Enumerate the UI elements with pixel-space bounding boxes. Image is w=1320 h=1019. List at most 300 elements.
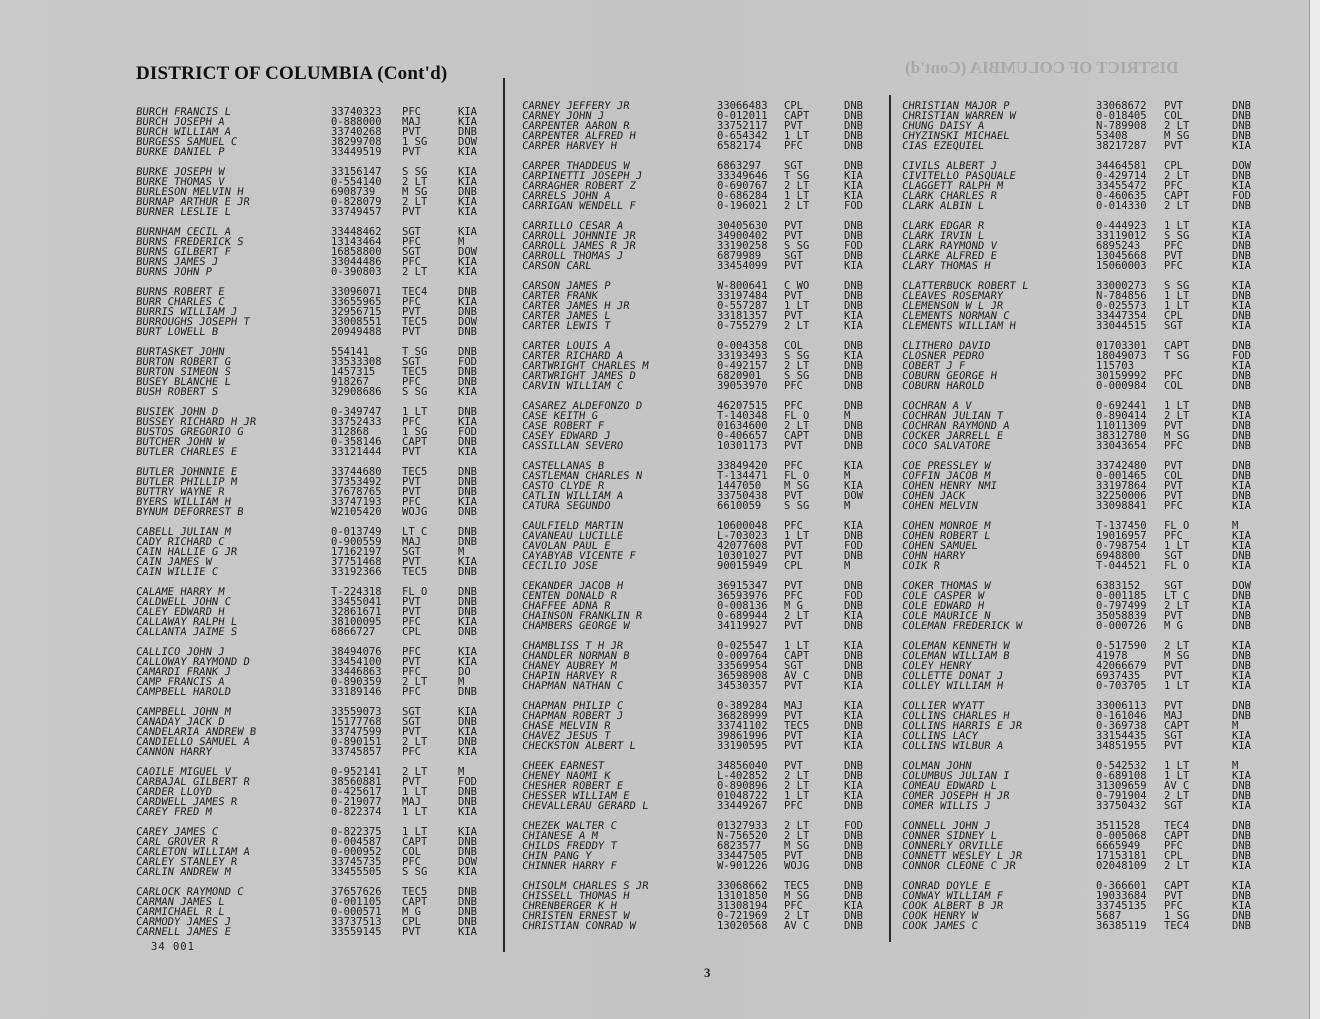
serial-number: 10600048	[717, 520, 768, 532]
status-code: DNB	[1232, 820, 1251, 832]
serial-number: 6866727	[331, 626, 376, 638]
rank: TEC5	[784, 720, 810, 732]
bleed-through-title: DISTRICT OF COLUMBIA (Cont'd)	[905, 58, 1179, 77]
status-code: DNB	[844, 760, 863, 772]
status-code: DNB	[458, 306, 477, 318]
soldier-name: CAOILE MIGUEL V	[135, 766, 232, 778]
rank: PVT	[784, 710, 803, 722]
soldier-name: CLEAVES ROSEMARY	[901, 290, 1004, 302]
status-code: DNB	[458, 536, 477, 548]
soldier-name: COLE CASPER W	[901, 590, 986, 602]
rank: PFC	[1164, 440, 1183, 452]
serial-number: 38217287	[1096, 140, 1147, 152]
serial-number: 15060003	[1096, 260, 1147, 272]
status-code: DNB	[1232, 590, 1251, 602]
serial-number: 6582174	[717, 140, 762, 152]
soldier-name: CHEEK EARNEST	[521, 760, 606, 772]
status-code: KIA	[844, 260, 863, 272]
status-code: DNB	[844, 440, 863, 452]
rank: 1 LT	[402, 406, 428, 418]
serial-number: 46207515	[717, 400, 768, 412]
soldier-name: CALAME HARRY M	[135, 586, 226, 598]
soldier-name: BURCH WILLIAM A	[135, 126, 232, 138]
status-code: DNB	[458, 406, 477, 418]
soldier-name: COHEN SAMUEL	[901, 540, 979, 552]
serial-number: 0-822375	[331, 826, 382, 838]
serial-number: 33193493	[717, 350, 768, 362]
status-code: DOW	[458, 856, 477, 868]
rank: COL	[1164, 380, 1183, 392]
serial-number: T-044521	[1096, 560, 1147, 572]
serial-number: 39053970	[717, 380, 768, 392]
rank: PVT	[402, 606, 421, 618]
soldier-name: CAVANEAU LUCILLE	[521, 530, 624, 542]
serial-number: 15177768	[331, 716, 382, 728]
soldier-name: COLUMBUS JULIAN I	[901, 770, 1011, 782]
rank: PFC	[784, 590, 803, 602]
serial-number: 33154435	[1096, 730, 1147, 742]
status-code: KIA	[844, 610, 863, 622]
rank: PFC	[402, 856, 421, 868]
rank: 2 LT	[784, 320, 810, 332]
serial-number: 6610059	[717, 500, 762, 512]
soldier-name: COLEMAN FREDERICK W	[901, 620, 1023, 632]
rank: PVT	[402, 146, 421, 158]
soldier-name: CARLOCK RAYMOND C	[135, 886, 245, 898]
serial-number: 36915347	[717, 580, 768, 592]
status-code: DNB	[844, 770, 863, 782]
serial-number: 42077608	[717, 540, 768, 552]
soldier-name: CHILDS FREDDY T	[521, 840, 618, 852]
soldier-name: CARDER LLOYD	[135, 786, 213, 798]
soldier-name: CASTO CLYDE R	[521, 480, 606, 492]
rank: 2 LT	[402, 736, 428, 748]
serial-number: 32956715	[331, 306, 382, 318]
rank: PFC	[402, 296, 421, 308]
status-code: KIA	[1232, 280, 1251, 292]
rank: PFC	[784, 380, 803, 392]
rank: 2 LT	[784, 770, 810, 782]
rank: FL O	[784, 470, 810, 482]
rank: 2 LT	[1164, 200, 1190, 212]
rank: PFC	[402, 376, 421, 388]
serial-number: 33737513	[331, 916, 382, 928]
serial-number: 33449267	[717, 800, 768, 812]
soldier-name: BUSH ROBERT S	[135, 386, 220, 398]
soldier-name: CONNETT WESLEY L JR	[901, 850, 1023, 862]
rank: SGT	[784, 250, 803, 262]
status-code: KIA	[1232, 300, 1251, 312]
serial-number: 33008551	[331, 316, 382, 328]
status-code: DNB	[458, 906, 477, 918]
soldier-name: COLE MAURICE N	[901, 610, 992, 622]
rank: SGT	[402, 716, 421, 728]
serial-number: 0-369738	[1096, 720, 1147, 732]
serial-number: 0-425617	[331, 786, 382, 798]
soldier-name: CARPENTER ALFRED H	[521, 130, 637, 142]
serial-number: 33189146	[331, 686, 382, 698]
rank: PFC	[784, 800, 803, 812]
status-code: KIA	[458, 256, 477, 268]
serial-number: 1457315	[331, 366, 376, 378]
rank: PFC	[1164, 500, 1183, 512]
soldier-name: COCHRAN RAYMOND A	[901, 420, 1011, 432]
status-code: KIA	[844, 520, 863, 532]
serial-number: 3511528	[1096, 820, 1141, 832]
serial-number: 33446863	[331, 666, 382, 678]
serial-number: 6948800	[1096, 550, 1141, 562]
rank: PVT	[402, 206, 421, 218]
serial-number: 33745735	[331, 856, 382, 868]
status-code: DNB	[1232, 710, 1251, 722]
rank: TEC5	[402, 566, 428, 578]
rank: 2 LT	[784, 820, 810, 832]
status-code: KIA	[844, 700, 863, 712]
soldier-name: CARVIN WILLIAM C	[521, 380, 624, 392]
serial-number: 554141	[331, 346, 369, 358]
status-code: DNB	[844, 280, 863, 292]
serial-number: 13101850	[717, 890, 768, 902]
soldier-name: COMER WILLIS J	[901, 800, 992, 812]
status-code: KIA	[458, 706, 477, 718]
status-code: DNB	[458, 596, 477, 608]
status-code: KIA	[844, 900, 863, 912]
serial-number: 6937435	[1096, 670, 1141, 682]
status-code: KIA	[1232, 670, 1251, 682]
soldier-name: CARTWRIGHT JAMES D	[521, 370, 637, 382]
status-code: DNB	[458, 476, 477, 488]
status-code: DNB	[458, 346, 477, 358]
serial-number: 33068672	[1096, 100, 1147, 112]
serial-number: 33449519	[331, 146, 382, 158]
status-code: KIA	[458, 206, 477, 218]
serial-number: 33741102	[717, 720, 768, 732]
serial-number: 16858800	[331, 246, 382, 258]
serial-number: 0-219077	[331, 796, 382, 808]
soldier-name: COLLINS CHARLES H	[901, 710, 1011, 722]
soldier-name: CHANEY AUBREY M	[521, 660, 618, 672]
soldier-name: CALDWELL JOHN C	[135, 596, 232, 608]
status-code: DNB	[458, 736, 477, 748]
status-code: KIA	[1232, 560, 1251, 572]
soldier-name: CHAPMAN NATHAN C	[521, 680, 624, 692]
status-code: DNB	[1232, 440, 1251, 452]
soldier-name: CLEMENTS WILLIAM H	[901, 320, 1017, 332]
rank: TEC4	[1164, 920, 1190, 932]
rank: CAPT	[1164, 880, 1190, 892]
rank: PVT	[784, 580, 803, 592]
serial-number: 38560881	[331, 776, 382, 788]
soldier-name: CARNELL JAMES E	[135, 926, 232, 938]
soldier-name: CARRILLO CESAR A	[521, 220, 624, 232]
status-code: DNB	[1232, 610, 1251, 622]
rank: PFC	[1164, 180, 1183, 192]
serial-number: 33066483	[717, 100, 768, 112]
soldier-name: CARRIGAN WENDELL F	[521, 200, 637, 212]
status-code: DNB	[458, 286, 477, 298]
serial-number: 37353492	[331, 476, 382, 488]
status-code: DNB	[844, 290, 863, 302]
rank: FL O	[784, 410, 810, 422]
status-code: KIA	[458, 806, 477, 818]
soldier-name: CHRISTIAN CONRAD W	[521, 920, 637, 932]
rank: PVT	[784, 620, 803, 632]
soldier-name: BUTTRY WAYNE R	[135, 486, 226, 498]
rank: M SG	[402, 186, 428, 198]
serial-number: 33190595	[717, 740, 768, 752]
serial-number: 0-654342	[717, 130, 768, 142]
serial-number: 33454100	[331, 656, 382, 668]
status-code: DNB	[458, 566, 477, 578]
status-code: KIA	[458, 166, 477, 178]
serial-number: 0-798754	[1096, 540, 1147, 552]
status-code: KIA	[844, 180, 863, 192]
serial-number: 0-406657	[717, 430, 768, 442]
soldier-name: BURNS FREDERICK S	[135, 236, 245, 248]
status-code: M	[844, 470, 851, 482]
serial-number: 0-797499	[1096, 600, 1147, 612]
soldier-name: CHAPIN HARVEY R	[521, 670, 618, 682]
status-code: DOW	[458, 246, 477, 258]
serial-number: 90015949	[717, 560, 768, 572]
status-code: DNB	[844, 100, 863, 112]
serial-number: 33098841	[1096, 500, 1147, 512]
status-code: M	[844, 500, 851, 512]
serial-number: 02048109	[1096, 860, 1147, 872]
status-code: DNB	[844, 550, 863, 562]
serial-number: 01703301	[1096, 340, 1147, 352]
serial-number: 0-692441	[1096, 400, 1147, 412]
soldier-name: CHESHER ROBERT E	[521, 780, 624, 792]
serial-number: T-134471	[717, 470, 768, 482]
status-code: DNB	[458, 716, 477, 728]
soldier-name: CLITHERO DAVID	[901, 340, 992, 352]
serial-number: L-703023	[717, 530, 768, 542]
rank: PVT	[1164, 740, 1183, 752]
rank: PFC	[402, 106, 421, 118]
soldier-name: COOK JAMES C	[901, 920, 979, 932]
status-code: KIA	[844, 640, 863, 652]
rank: TEC5	[402, 366, 428, 378]
soldier-name: COLLETTE DONAT J	[901, 670, 1004, 682]
serial-number: 19016957	[1096, 530, 1147, 542]
soldier-name: CECILIO JOSE	[521, 560, 599, 572]
status-code: DNB	[844, 430, 863, 442]
soldier-name: COOK HENRY W	[901, 910, 979, 922]
serial-number: T-224318	[331, 586, 382, 598]
soldier-name: BURNS JAMES J	[135, 256, 220, 268]
status-code: FOD	[1232, 350, 1251, 362]
soldier-name: CONRAD DOYLE E	[901, 880, 992, 892]
rank: M SG	[1164, 430, 1190, 442]
status-code: KIA	[458, 116, 477, 128]
status-code: DNB	[844, 140, 863, 152]
soldier-name: CARTER RICHARD A	[521, 350, 624, 362]
serial-number: 38494076	[331, 646, 382, 658]
rank: PFC	[1164, 260, 1183, 272]
serial-number: 33455505	[331, 866, 382, 878]
rank: SGT	[1164, 800, 1183, 812]
serial-number: 13020568	[717, 920, 768, 932]
soldier-name: BURTASKET JOHN	[135, 346, 226, 358]
rank: AV C	[1164, 780, 1190, 792]
soldier-name: CHISOLM CHARLES S JR	[521, 880, 650, 892]
status-code: DNB	[458, 186, 477, 198]
rank: M G	[1164, 620, 1183, 632]
status-code: DNB	[1232, 310, 1251, 322]
soldier-name: BURNAP ARTHUR E JR	[135, 196, 251, 208]
serial-number: 33745857	[331, 746, 382, 758]
soldier-name: CALLAWAY RALPH L	[135, 616, 238, 628]
rank: 1 LT	[1164, 300, 1190, 312]
status-code: KIA	[844, 170, 863, 182]
status-code: KIA	[1232, 770, 1251, 782]
status-code: KIA	[844, 460, 863, 472]
rank: PVT	[784, 730, 803, 742]
serial-number: 33750432	[1096, 800, 1147, 812]
rank: S SG	[402, 386, 428, 398]
status-code: DNB	[844, 360, 863, 372]
serial-number: 0-018405	[1096, 110, 1147, 122]
serial-number: 53408	[1096, 130, 1128, 142]
rank: 2 LT	[1164, 410, 1190, 422]
soldier-name: CARROLL THOMAS J	[521, 250, 624, 262]
serial-number: 0-001105	[331, 896, 382, 908]
rank: 1 LT	[1164, 400, 1190, 412]
status-code: DNB	[1232, 380, 1251, 392]
rank: CPL	[1164, 850, 1183, 862]
rank: M SG	[784, 480, 810, 492]
serial-number: 0-389284	[717, 700, 768, 712]
rank: PFC	[1164, 370, 1183, 382]
rank: CAPT	[784, 110, 810, 122]
soldier-name: CANADAY JACK D	[135, 716, 226, 728]
rank: PFC	[1164, 900, 1183, 912]
status-code: M	[458, 236, 465, 248]
rank: WOJG	[402, 506, 428, 518]
soldier-name: CHYZINSKI MICHAEL	[901, 130, 1011, 142]
rank: PFC	[784, 520, 803, 532]
rank: CAPT	[1164, 830, 1190, 842]
serial-number: 918267	[331, 376, 369, 388]
soldier-name: CARLIN ANDREW M	[135, 866, 232, 878]
status-code: DNB	[1232, 620, 1251, 632]
status-code: KIA	[458, 556, 477, 568]
rank: COL	[402, 846, 421, 858]
soldier-name: CIVILS ALBERT J	[901, 160, 998, 172]
serial-number: 0-349747	[331, 406, 382, 418]
serial-number: 33533308	[331, 356, 382, 368]
serial-number: 0-890151	[331, 736, 382, 748]
soldier-name: CLARK ALBIN L	[901, 200, 986, 212]
rank: CAPT	[1164, 720, 1190, 732]
rank: SGT	[1164, 580, 1183, 592]
serial-number: 33043654	[1096, 440, 1147, 452]
status-code: DNB	[458, 466, 477, 478]
status-code: KIA	[844, 480, 863, 492]
soldier-name: CONNERLY ORVILLE	[901, 840, 1004, 852]
serial-number: 33448462	[331, 226, 382, 238]
status-code: M	[1232, 760, 1239, 772]
status-code: DNB	[844, 720, 863, 732]
soldier-name: CHRISTIAN WARREN W	[901, 110, 1017, 122]
serial-number: 0-004587	[331, 836, 382, 848]
soldier-name: BURT LOWELL B	[135, 326, 220, 338]
serial-number: 1447050	[717, 480, 762, 492]
status-code: KIA	[1232, 320, 1251, 332]
soldier-name: CHEZEK WALTER C	[521, 820, 618, 832]
soldier-name: COLE EDWARD H	[901, 600, 986, 612]
rank: SGT	[784, 660, 803, 672]
rank: M G	[402, 906, 421, 918]
serial-number: 33121444	[331, 446, 382, 458]
soldier-name: CONNOR CLEONE C JR	[901, 860, 1017, 872]
status-code: KIA	[844, 780, 863, 792]
serial-number: 34119927	[717, 620, 768, 632]
soldier-name: COHEN JACK	[901, 490, 967, 502]
serial-number: T-137450	[1096, 520, 1147, 532]
rank: PVT	[784, 490, 803, 502]
serial-number: N-789908	[1096, 120, 1147, 132]
status-code: DNB	[844, 920, 863, 932]
serial-number: 34856040	[717, 760, 768, 772]
status-code: DNB	[844, 800, 863, 812]
status-code: KIA	[1232, 680, 1251, 692]
status-code: DNB	[844, 110, 863, 122]
serial-number: 34530357	[717, 680, 768, 692]
column-divider	[503, 78, 505, 952]
soldier-name: CARSON CARL	[521, 260, 593, 272]
status-code: KIA	[1232, 180, 1251, 192]
rank: COL	[1164, 470, 1183, 482]
soldier-name: CARPENTER AARON R	[521, 120, 631, 132]
status-code: DOW	[458, 136, 477, 148]
status-code: DNB	[458, 366, 477, 378]
rank: 2 LT	[402, 266, 428, 278]
rank: PVT	[402, 656, 421, 668]
serial-number: W-800641	[717, 280, 768, 292]
soldier-name: CARNEY JEFFERY JR	[521, 100, 631, 112]
soldier-name: BURKE JOSEPH W	[135, 166, 226, 178]
serial-number: 34464581	[1096, 160, 1147, 172]
serial-number: 33455472	[1096, 180, 1147, 192]
serial-number: 33655965	[331, 296, 382, 308]
soldier-name: BURCH FRANCIS L	[135, 106, 232, 118]
serial-number: 6895243	[1096, 240, 1141, 252]
rank: 2 LT	[784, 180, 810, 192]
soldier-name: BUSIEK JOHN D	[135, 406, 220, 418]
status-code: DNB	[1232, 100, 1251, 112]
status-code: DNB	[844, 860, 863, 872]
serial-number: 32861671	[331, 606, 382, 618]
serial-number: 33744680	[331, 466, 382, 478]
status-code: M	[844, 560, 851, 572]
rank: CAPT	[402, 896, 428, 908]
rank: 2 LT	[402, 176, 428, 188]
rank: T SG	[402, 346, 428, 358]
rank: M SG	[1164, 650, 1190, 662]
status-code: DNB	[1232, 660, 1251, 672]
soldier-name: CAMP FRANCIS A	[135, 676, 226, 688]
rank: FL O	[1164, 520, 1190, 532]
soldier-name: BYERS WILLIAM H	[135, 496, 232, 508]
soldier-name: BURGESS SAMUEL C	[135, 136, 238, 148]
soldier-name: CAVOLAN PAUL E	[521, 540, 612, 552]
soldier-name: CHRENBERGER K H	[521, 900, 618, 912]
status-code: DNB	[844, 660, 863, 672]
serial-number: 0-791904	[1096, 790, 1147, 802]
status-code: M	[1232, 720, 1239, 732]
